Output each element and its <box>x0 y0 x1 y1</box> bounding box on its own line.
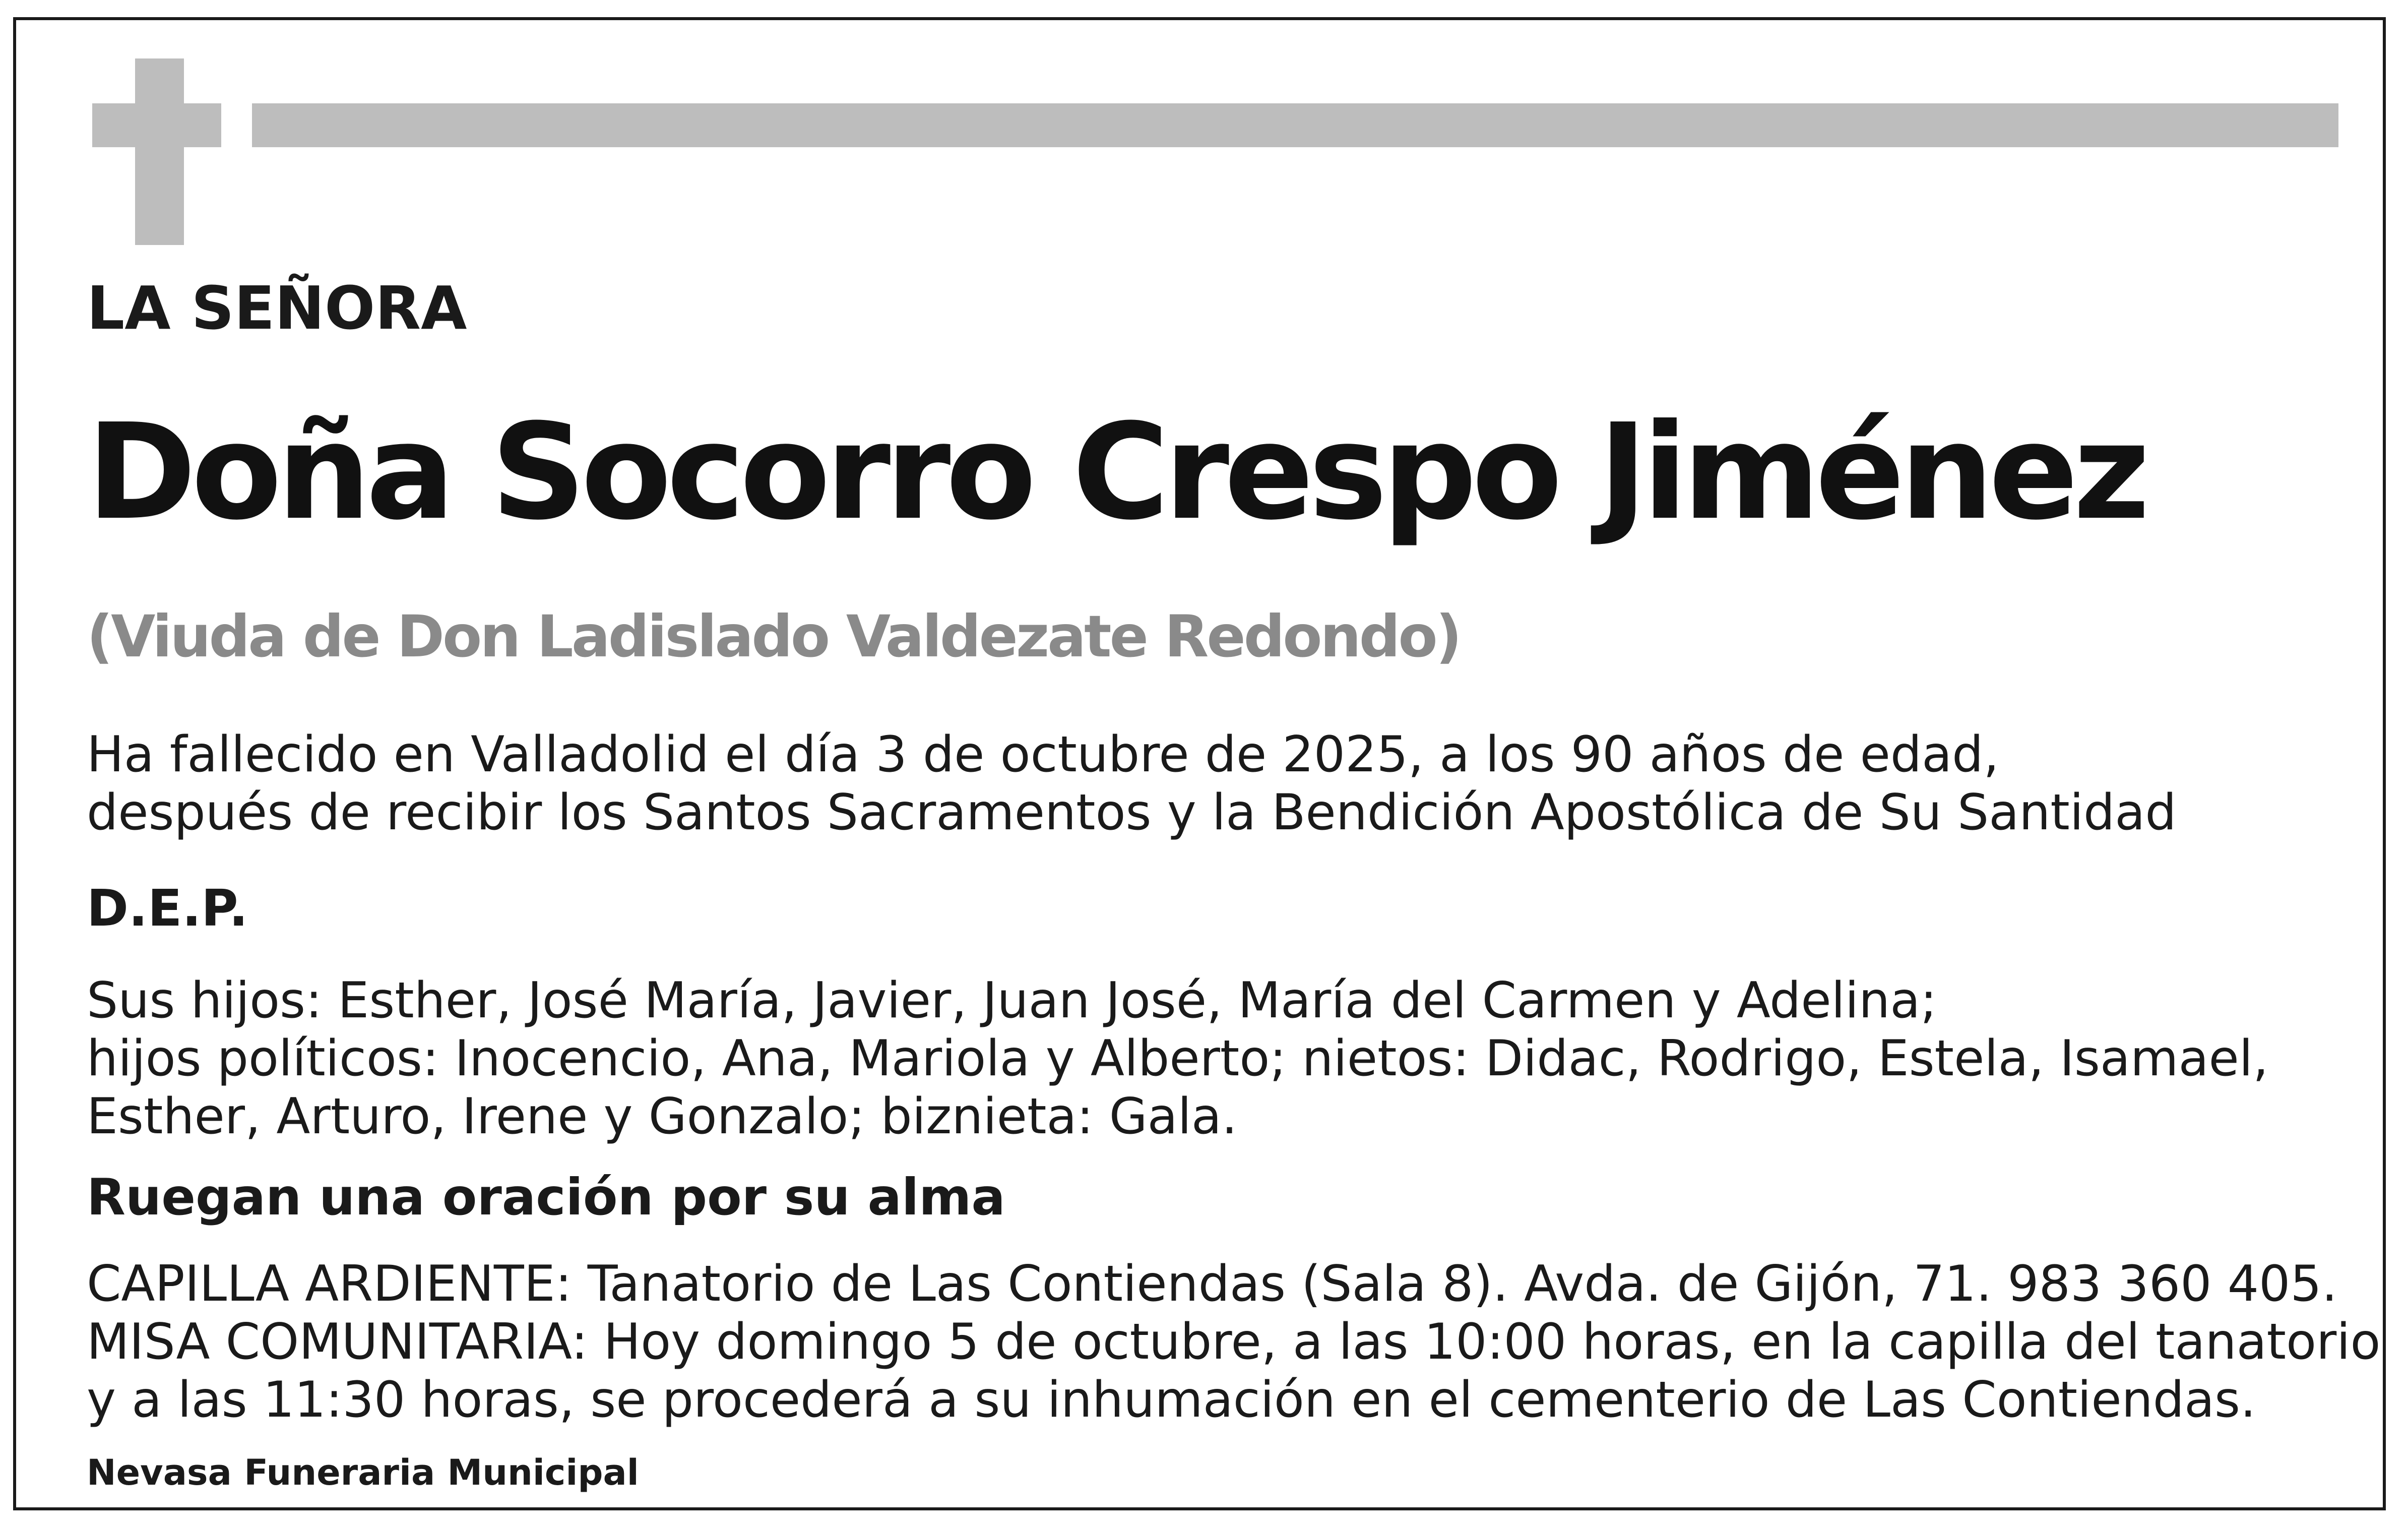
salutation: LA SEÑORA <box>87 273 467 343</box>
cross-icon-horizontal <box>92 103 221 147</box>
dep-abbreviation: D.E.P. <box>87 879 248 938</box>
death-line: después de recibir los Santos Sacramentos y la Bendición Apostólica de Su Santidad <box>87 784 2177 841</box>
death-announcement <box>87 726 2177 842</box>
deceased-name: Doña Socorro Crespo Jiménez <box>87 395 2145 549</box>
service-line: CAPILLA ARDIENTE: Tanatorio de Las Contiendas (Sala 8). Avda. de Gijón, 71. 983 360 405. <box>87 1255 2337 1313</box>
death-line: Ha fallecido en Valladolid el día 3 de octubre de 2025, a los 90 años de edad, <box>87 726 1999 783</box>
funeral-home-name: Nevasa Funeraria Municipal <box>87 1452 639 1493</box>
family-line: hijos políticos: Inocencio, Ana, Mariola y Alberto; nietos: Didac, Rodrigo, Estela, Isamael, <box>87 1030 2269 1087</box>
service-line: y a las 11:30 horas, se procederá a su inhumación en el cementerio de Las Contiendas. <box>87 1371 2256 1429</box>
family-list <box>87 972 2268 1146</box>
family-line: Sus hijos: Esther, José María, Javier, Juan José, María del Carmen y Adelina; <box>87 972 1937 1029</box>
prayer-request: Ruegan una oración por su alma <box>87 1168 1005 1227</box>
header-rule <box>252 103 2338 147</box>
widow-subtitle: (Viuda de Don Ladislado Valdezate Redondo) <box>87 603 1460 670</box>
service-details <box>87 1255 2381 1429</box>
family-line: Esther, Arturo, Irene y Gonzalo; biznieta: Gala. <box>87 1088 1238 1145</box>
cross-icon-vertical <box>135 58 184 245</box>
service-line: MISA COMUNITARIA: Hoy domingo 5 de octubre, a las 10:00 horas, en la capilla del tanatorio <box>87 1313 2381 1371</box>
